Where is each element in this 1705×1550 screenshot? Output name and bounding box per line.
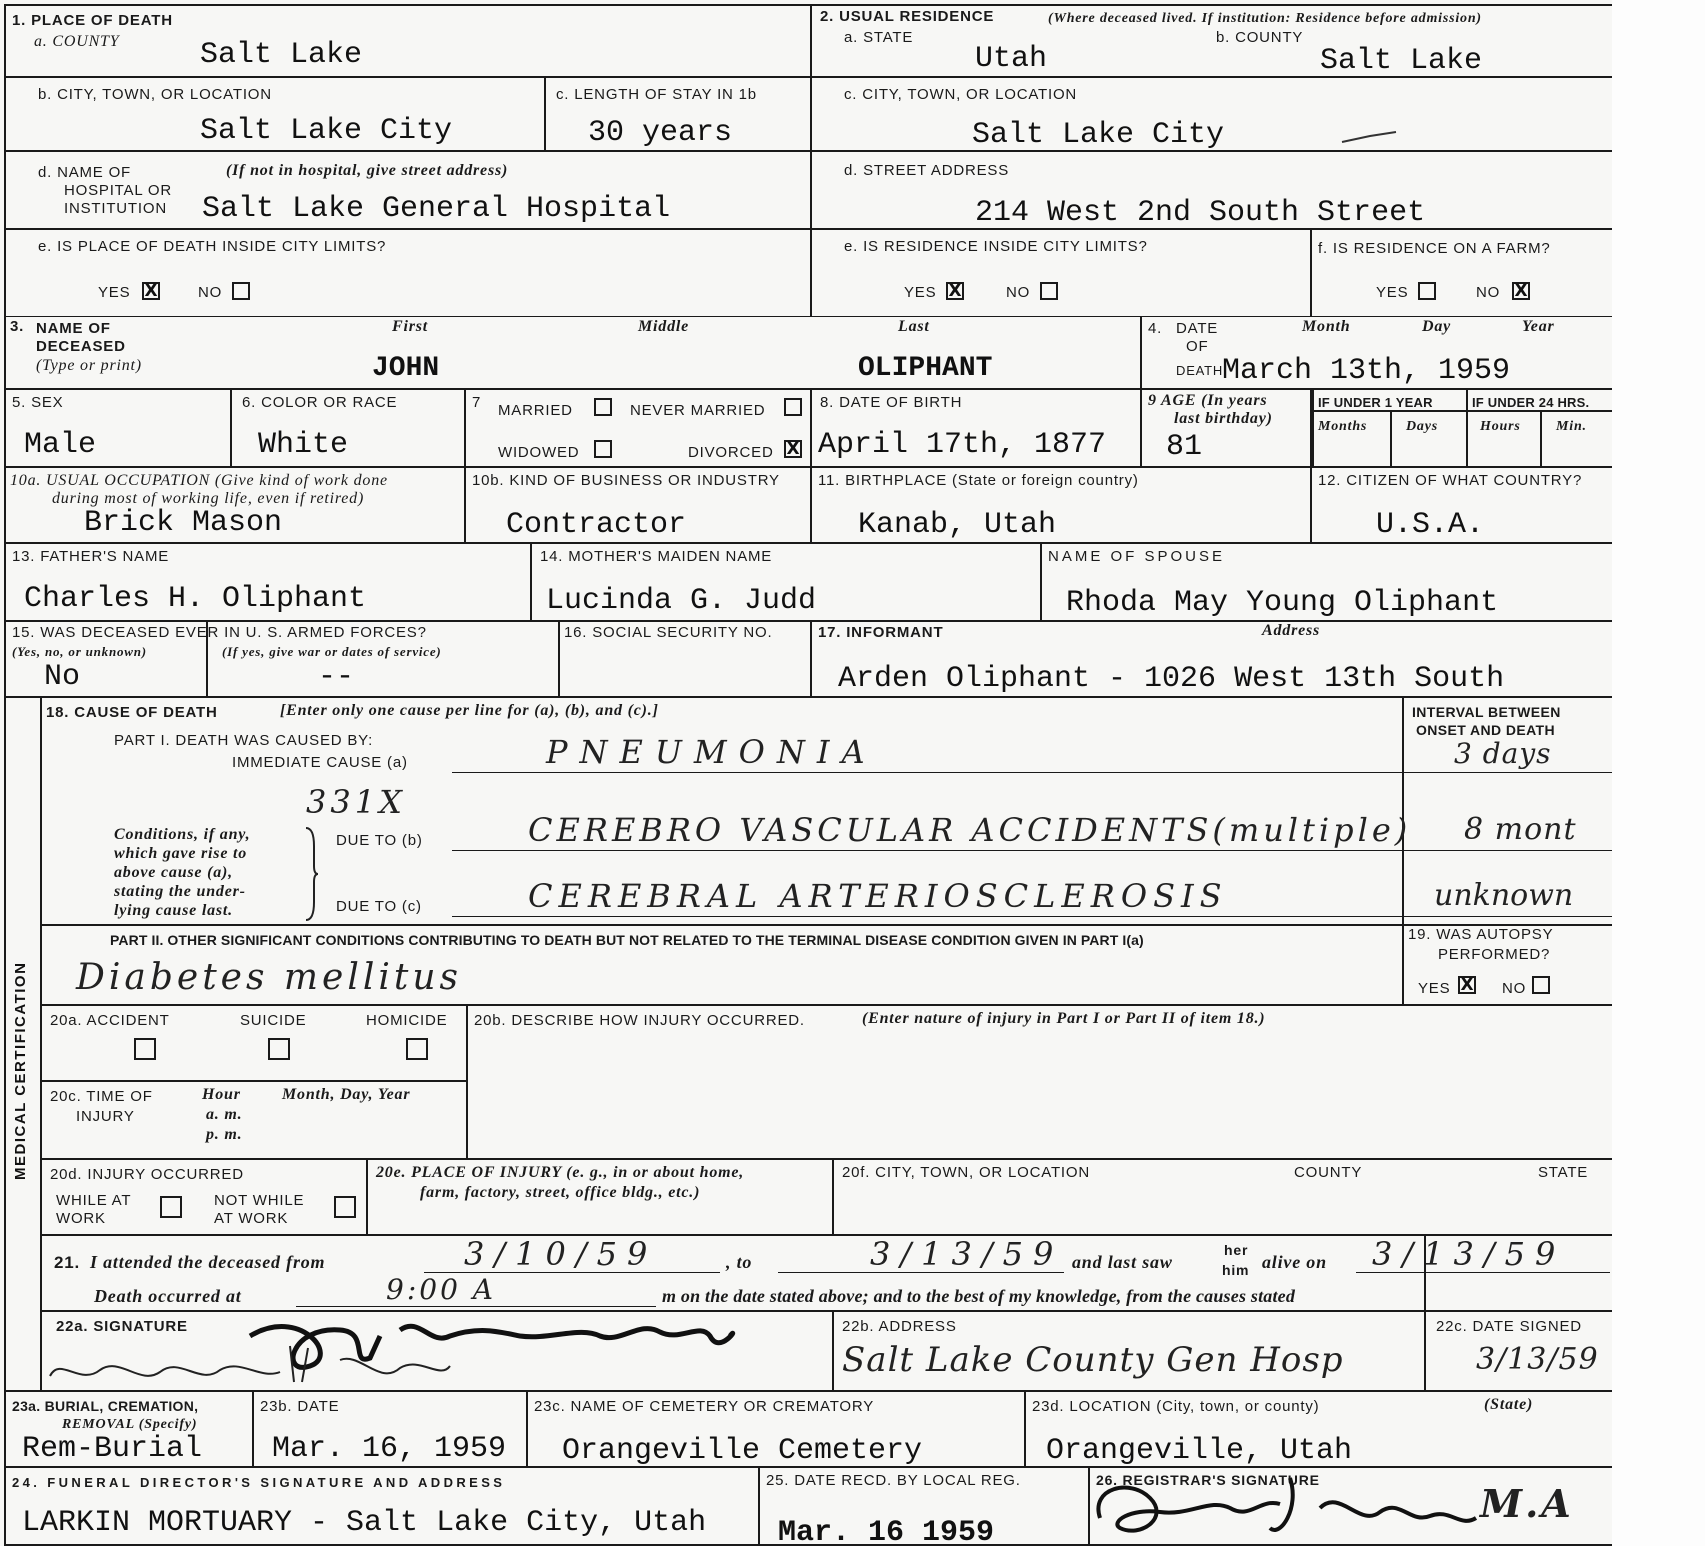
county-label: a. COUNTY: [34, 33, 120, 50]
service-dates-value: --: [318, 660, 355, 694]
underline: [1404, 916, 1612, 917]
rule: [810, 4, 812, 316]
usual-residence-note: (Where deceased lived. If institution: Residence before admission): [1048, 11, 1482, 26]
age-label: last birthday): [1174, 410, 1273, 427]
yes-label: YES: [1376, 284, 1409, 301]
type-print-note: (Type or print): [36, 357, 142, 374]
ssn-label: 16. SOCIAL SECURITY NO.: [564, 624, 773, 641]
place-of-death-title: PLACE OF DEATH: [31, 12, 173, 29]
res-county-label: b. COUNTY: [1216, 29, 1304, 46]
spouse-label: NAME OF SPOUSE: [1048, 548, 1226, 565]
check-tick: [1340, 128, 1400, 148]
date-of-death-label: DATE: [1176, 320, 1219, 337]
autopsy-no-checkbox[interactable]: [1532, 976, 1550, 994]
physician-signature: [40, 1296, 740, 1390]
father-label: 13. FATHER'S NAME: [12, 548, 170, 565]
autopsy-label: 19. WAS AUTOPSY: [1408, 926, 1554, 943]
alive-on-label: alive on: [1262, 1252, 1327, 1272]
while-at-work-label: WHILE AT: [56, 1192, 132, 1209]
date-signed-label: 22c. DATE SIGNED: [1436, 1318, 1582, 1335]
last-label: Last: [898, 318, 930, 335]
rule: [1140, 316, 1142, 466]
hours-label: Hours: [1480, 419, 1521, 434]
injury-occurred-label: 20d. INJURY OCCURRED: [50, 1166, 244, 1183]
residence-city-value: Salt Lake City: [972, 118, 1225, 152]
item-number: 1.: [12, 12, 27, 29]
attended-to-value: 3/13/59: [870, 1235, 1064, 1273]
rule: [40, 924, 1612, 926]
rule: [1424, 1234, 1426, 1310]
hospital-label: HOSPITAL OR: [64, 182, 172, 199]
race-value: White: [258, 428, 349, 462]
rule: [526, 1390, 528, 1466]
underline: [1404, 772, 1612, 773]
registrar-signature: [1080, 1468, 1480, 1546]
underline: [1404, 850, 1612, 851]
divorced-checkbox[interactable]: X: [784, 440, 802, 458]
state-label-paren: (State): [1484, 1396, 1534, 1413]
last-saw-label: and last saw: [1072, 1252, 1173, 1272]
burial-label: REMOVAL (Specify): [62, 1417, 198, 1432]
hour-label: Hour: [202, 1086, 241, 1103]
business-label: 10b. KIND OF BUSINESS OR INDUSTRY: [472, 472, 780, 489]
race-label: 6. COLOR OR RACE: [242, 394, 398, 411]
never-married-checkbox[interactable]: [784, 398, 802, 416]
birthplace-label: 11. BIRTHPLACE (State or foreign country): [818, 472, 1139, 489]
death-inside-no-checkbox[interactable]: [232, 282, 250, 300]
married-checkbox[interactable]: [594, 398, 612, 416]
rule: [810, 388, 812, 542]
mother-value: Lucinda G. Judd: [546, 584, 817, 618]
part-2-label: PART II. OTHER SIGNIFICANT CONDITIONS CONTRIBUTING TO DEATH BUT NOT RELATED TO THE TERMINAL DISEASE CONDITION GIVEN IN PART I(a): [110, 932, 1144, 948]
under-24-label: IF UNDER 24 HRS.: [1472, 395, 1590, 410]
interval-b-value: 8 mont: [1464, 812, 1577, 847]
rule: [832, 1310, 834, 1390]
funeral-director-value: LARKIN MORTUARY - Salt Lake City, Utah: [22, 1506, 707, 1540]
him-label: him: [1222, 1262, 1250, 1278]
date-of-death-label: DEATH: [1176, 363, 1224, 378]
rule: [1310, 228, 1312, 316]
date-of-death-value: March 13th, 1959: [1222, 354, 1511, 388]
burial-value: Rem-Burial: [22, 1432, 203, 1466]
cause-instruction: [Enter only one cause per line for (a), (b), and (c).]: [280, 702, 659, 719]
interval-label: INTERVAL BETWEEN: [1412, 704, 1561, 720]
farm-yes-checkbox[interactable]: [1418, 282, 1436, 300]
place-of-injury-label: farm, factory, street, office bldg., etc.): [420, 1184, 701, 1201]
rule: [558, 620, 560, 696]
underline: [452, 850, 1402, 851]
rule: [810, 620, 812, 696]
res-city-label: c. CITY, TOWN, OR LOCATION: [844, 86, 1078, 103]
residence-state-value: Utah: [975, 42, 1048, 76]
accident-label: 20a. ACCIDENT: [50, 1012, 170, 1029]
cause-c-value: CEREBRAL ARTERIOSCLEROSIS: [528, 877, 1228, 915]
injury-description-label: 20b. DESCRIBE HOW INJURY OCCURRED.: [474, 1012, 805, 1029]
underline: [452, 916, 1402, 917]
item-number: 4.: [1148, 320, 1163, 337]
farm-no-checkbox[interactable]: X: [1512, 282, 1530, 300]
occupation-label: during most of working life, even if retired): [52, 490, 365, 507]
am-label: a. m.: [206, 1106, 243, 1123]
registrar-label: 26. REGISTRAR'S SIGNATURE: [1096, 1472, 1320, 1488]
rule: [1024, 1390, 1026, 1466]
rule: [1402, 696, 1404, 924]
conditions-note: which gave rise to: [114, 845, 248, 862]
informant-address-label: Address: [1262, 622, 1321, 639]
armed-forces-label: 15. WAS DECEASED EVER IN U. S. ARMED FORCES?: [12, 624, 427, 641]
rule: [1402, 924, 1404, 1004]
date-recd-label: 25. DATE RECD. BY LOCAL REG.: [766, 1472, 1021, 1489]
informant-label: 17. INFORMANT: [818, 624, 944, 641]
citizen-label: 12. CITIZEN OF WHAT COUNTRY?: [1318, 472, 1583, 489]
cemetery-label: 23c. NAME OF CEMETERY OR CREMATORY: [534, 1398, 875, 1415]
rule: [366, 1158, 368, 1234]
interval-c-value: unknown: [1434, 878, 1574, 913]
days-label: Days: [1406, 419, 1438, 434]
last-name-value: OLIPHANT: [858, 353, 993, 384]
res-inside-no-checkbox[interactable]: [1040, 282, 1058, 300]
burial-date-value: Mar. 16, 1959: [272, 1432, 507, 1466]
business-value: Contractor: [506, 508, 687, 542]
date-signed-value: 3/13/59: [1476, 1342, 1599, 1377]
armed-forces-sub: (Yes, no, or unknown): [12, 644, 147, 659]
street-label: d. STREET ADDRESS: [844, 162, 1010, 179]
year-label: Year: [1522, 318, 1555, 335]
months-label: Months: [1318, 419, 1368, 434]
birthplace-value: Kanab, Utah: [858, 508, 1057, 542]
accident-checkbox[interactable]: [134, 1038, 156, 1060]
never-married-label: NEVER MARRIED: [630, 402, 766, 419]
underline: [452, 772, 1402, 773]
rule: [530, 542, 532, 620]
spouse-value: Rhoda May Young Oliphant: [1066, 586, 1499, 620]
occupation-value: Brick Mason: [84, 506, 283, 540]
interval-a-value: 3 days: [1454, 737, 1552, 770]
yes-label: YES: [904, 284, 937, 301]
page-margin: [1612, 0, 1705, 1546]
no-label: NO: [1476, 284, 1501, 301]
burial-date-label: 23b. DATE: [260, 1398, 340, 1415]
rule: [4, 466, 1612, 468]
death-county-value: Salt Lake: [200, 38, 363, 72]
residence-county-value: Salt Lake: [1320, 44, 1483, 78]
rule: [252, 1390, 254, 1466]
part-2-value: Diabetes mellitus: [76, 957, 462, 998]
no-label: NO: [1006, 284, 1031, 301]
homicide-checkbox[interactable]: [406, 1038, 428, 1060]
rule: [832, 1158, 834, 1234]
cause-code: 331X: [306, 783, 406, 821]
usual-residence-title: USUAL RESIDENCE: [839, 8, 995, 25]
state-label: a. STATE: [844, 29, 914, 46]
yes-label: YES: [98, 284, 131, 301]
citizen-value: U.S.A.: [1376, 508, 1485, 542]
item-number: 21.: [54, 1253, 81, 1272]
name-label: NAME OF: [36, 320, 111, 337]
not-while-checkbox[interactable]: [334, 1196, 356, 1218]
rule: [230, 388, 232, 466]
time-of-injury-label: INJURY: [76, 1108, 135, 1125]
injury-county-label: COUNTY: [1294, 1164, 1363, 1181]
due-to-c-label: DUE TO (c): [336, 898, 422, 915]
cause-a-value: PNEUMONIA: [546, 733, 877, 771]
rule: [4, 696, 1612, 698]
street-value: 214 West 2nd South Street: [975, 196, 1426, 230]
burial-label: 23a. BURIAL, CREMATION,: [12, 1398, 199, 1414]
death-inside-yes-checkbox[interactable]: X: [142, 282, 160, 300]
address-label: 22b. ADDRESS: [842, 1318, 957, 1335]
rule: [466, 1004, 468, 1158]
hospital-label: INSTITUTION: [64, 200, 167, 217]
inside-limits-label: e. IS PLACE OF DEATH INSIDE CITY LIMITS?: [38, 238, 387, 255]
death-occurred-label: Death occurred at: [94, 1286, 242, 1306]
not-while-label: AT WORK: [214, 1210, 289, 1227]
suicide-label: SUICIDE: [240, 1012, 307, 1029]
rule: [1424, 1310, 1426, 1390]
interval-label: ONSET AND DEATH: [1416, 722, 1555, 738]
rule: [4, 542, 1612, 544]
hospital-note: (If not in hospital, give street address): [226, 162, 509, 179]
widowed-label: WIDOWED: [498, 444, 580, 461]
rule: [1540, 410, 1542, 466]
to-label: , to: [726, 1252, 753, 1272]
rule: [1312, 390, 1314, 466]
suicide-checkbox[interactable]: [268, 1038, 290, 1060]
sex-label: 5. SEX: [12, 394, 64, 411]
conditions-note: Conditions, if any,: [114, 826, 251, 843]
item-number: 7: [472, 394, 482, 411]
medical-certification-label: MEDICAL CERTIFICATION: [12, 961, 29, 1180]
rule: [4, 150, 1612, 152]
pm-label: p. m.: [206, 1126, 243, 1143]
occupation-label: 10a. USUAL OCCUPATION (Give kind of work done: [10, 472, 388, 489]
yes-label: YES: [1418, 980, 1451, 997]
cause-b-value: CEREBRO VASCULAR ACCIDENTS(multiple): [528, 811, 1412, 849]
rule: [1390, 410, 1392, 466]
item-number: 2.: [820, 8, 835, 25]
armed-forces-value: No: [44, 660, 81, 694]
day-label: Day: [1422, 318, 1452, 335]
cemetery-location-value: Orangeville, Utah: [1046, 1434, 1353, 1468]
while-at-work-checkbox[interactable]: [160, 1196, 182, 1218]
middle-label: Middle: [638, 318, 690, 335]
rule: [4, 388, 1612, 390]
rule: [40, 1004, 1612, 1006]
injury-description-note: (Enter nature of injury in Part I or Part II of item 18.): [862, 1010, 1266, 1027]
homicide-label: HOMICIDE: [366, 1012, 448, 1029]
first-name-value: JOHN: [372, 353, 440, 384]
mdy-label: Month, Day, Year: [282, 1086, 411, 1103]
not-while-label: NOT WHILE: [214, 1192, 305, 1209]
immediate-cause-label: IMMEDIATE CAUSE (a): [232, 754, 408, 771]
death-city-value: Salt Lake City: [200, 114, 453, 148]
death-statement: m on the date stated above; and to the best of my knowledge, from the causes stated: [662, 1286, 1296, 1306]
first-label: First: [392, 318, 429, 335]
min-label: Min.: [1556, 419, 1587, 434]
conditions-note: stating the under-: [114, 883, 246, 900]
stay-label: c. LENGTH OF STAY IN 1b: [556, 86, 757, 103]
rule: [758, 1466, 760, 1546]
no-label: NO: [1502, 980, 1527, 997]
alive-on-value: 3/13/59: [1372, 1235, 1566, 1273]
death-time-value: 9:00 A: [386, 1273, 496, 1306]
rule: [1040, 542, 1042, 620]
sex-value: Male: [24, 428, 97, 462]
under-1-year-label: IF UNDER 1 YEAR: [1318, 395, 1433, 410]
rule: [40, 1158, 1612, 1160]
time-of-injury-label: 20c. TIME OF: [50, 1088, 153, 1105]
rule: [40, 696, 42, 1390]
while-at-work-label: WORK: [56, 1210, 106, 1227]
autopsy-yes-checkbox[interactable]: X: [1458, 976, 1476, 994]
rule: [40, 1080, 466, 1082]
attended-label: I attended the deceased from: [90, 1252, 326, 1272]
due-to-b-label: DUE TO (b): [336, 832, 423, 849]
injury-state-label: STATE: [1538, 1164, 1589, 1181]
conditions-note: above cause (a),: [114, 864, 233, 881]
month-label: Month: [1302, 318, 1351, 335]
rule: [1466, 388, 1468, 466]
dob-label: 8. DATE OF BIRTH: [820, 394, 963, 411]
stay-value: 30 years: [588, 116, 733, 150]
armed-forces-sub: (If yes, give war or dates of service): [222, 644, 442, 659]
attended-from-value: 3/10/59: [464, 1235, 658, 1273]
cemetery-value: Orangeville Cemetery: [562, 1434, 923, 1468]
divorced-label: DIVORCED: [688, 444, 774, 461]
mother-label: 14. MOTHER'S MAIDEN NAME: [540, 548, 773, 565]
injury-city-label: 20f. CITY, TOWN, OR LOCATION: [842, 1164, 1091, 1181]
age-label: 9 AGE (In years: [1148, 392, 1268, 409]
rule: [4, 1390, 1612, 1392]
res-inside-label: e. IS RESIDENCE INSIDE CITY LIMITS?: [844, 238, 1148, 255]
informant-value: Arden Oliphant - 1026 West 13th South: [838, 662, 1505, 696]
her-label: her: [1224, 1242, 1249, 1258]
autopsy-label: PERFORMED?: [1438, 946, 1551, 963]
cause-of-death-title: 18. CAUSE OF DEATH: [46, 704, 218, 721]
name-label: DECEASED: [36, 338, 126, 355]
rule: [4, 316, 1612, 317]
place-of-injury-label: 20e. PLACE OF INJURY (e. g., in or about home,: [376, 1164, 745, 1181]
farm-label: f. IS RESIDENCE ON A FARM?: [1318, 240, 1551, 257]
married-label: MARRIED: [498, 402, 573, 419]
rule: [464, 388, 466, 542]
father-value: Charles H. Oliphant: [24, 582, 367, 616]
hospital-label: d. NAME OF: [38, 164, 132, 181]
part-1-label: PART I. DEATH WAS CAUSED BY:: [114, 732, 374, 749]
res-inside-yes-checkbox[interactable]: X: [946, 282, 964, 300]
widowed-checkbox[interactable]: [594, 440, 612, 458]
rule: [544, 76, 546, 150]
rule: [4, 620, 1612, 622]
item-number: 3.: [10, 318, 25, 335]
age-value: 81: [1166, 430, 1203, 464]
conditions-note: lying cause last.: [114, 902, 233, 919]
no-label: NO: [198, 284, 223, 301]
dob-value: April 17th, 1877: [818, 428, 1107, 462]
date-recd-value: Mar. 16 1959: [778, 1516, 995, 1550]
signature-label: 22a. SIGNATURE: [56, 1318, 188, 1335]
bracket: [304, 826, 318, 922]
physician-address-value: Salt Lake County Gen Hosp: [842, 1340, 1344, 1380]
registrar-suffix: M.A: [1480, 1481, 1574, 1526]
date-of-death-label: OF: [1186, 338, 1209, 355]
funeral-director-label: 24. FUNERAL DIRECTOR'S SIGNATURE AND ADDRESS: [12, 1475, 506, 1490]
cemetery-location-label: 23d. LOCATION (City, town, or county): [1032, 1398, 1320, 1415]
city-label: b. CITY, TOWN, OR LOCATION: [38, 86, 272, 103]
hospital-value: Salt Lake General Hospital: [202, 192, 671, 226]
